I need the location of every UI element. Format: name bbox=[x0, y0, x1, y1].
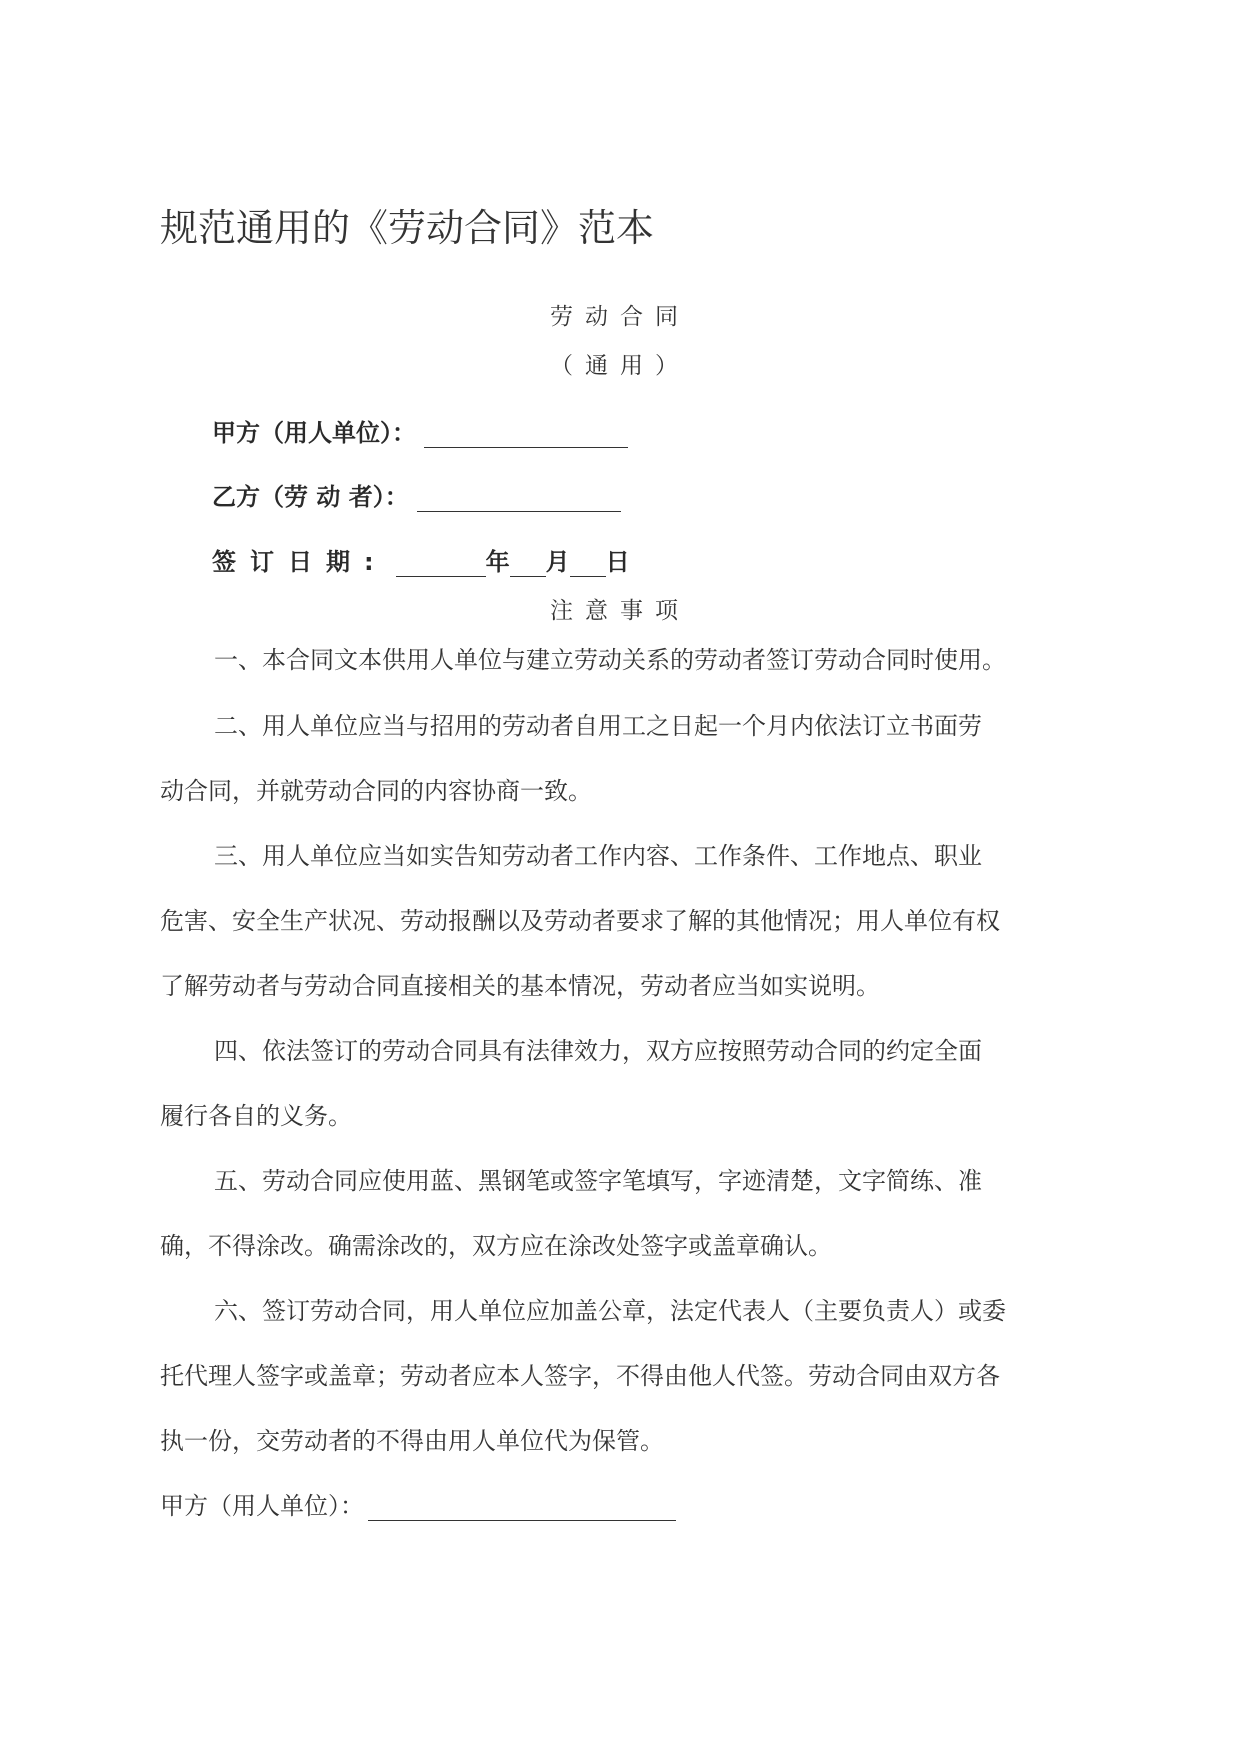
contract-subtitle: （通用） bbox=[550, 353, 690, 379]
party-a-blank[interactable] bbox=[424, 423, 628, 448]
notice-line: 一、本合同文本供用人单位与建立劳动关系的劳动者签订劳动合同时使用。 bbox=[214, 646, 1006, 674]
footer-party-a-field bbox=[160, 1486, 676, 1521]
footer-party-a-blank[interactable] bbox=[368, 1496, 676, 1521]
month-blank[interactable] bbox=[510, 552, 546, 577]
year-blank[interactable] bbox=[396, 552, 486, 577]
notice-line: 执一份，交劳动者的不得由用人单位代为保管。 bbox=[160, 1427, 664, 1455]
party-b-field bbox=[212, 477, 621, 512]
contract-title: 劳动合同 bbox=[550, 304, 690, 330]
party-b-blank[interactable] bbox=[417, 487, 621, 512]
sign-date-label: 签订日期: bbox=[212, 548, 388, 576]
notice-line: 六、签订劳动合同，用人单位应加盖公章，法定代表人（主要负责人）或委 bbox=[214, 1297, 1006, 1325]
party-a-label: 甲方（用人单位）： bbox=[212, 419, 416, 447]
document-heading: 规范通用的《劳动合同》范本 bbox=[160, 206, 655, 250]
month-label: 月 bbox=[545, 548, 570, 576]
notice-line: 危害、安全生产状况、劳动报酬以及劳动者要求了解的其他情况；用人单位有权 bbox=[160, 907, 1000, 935]
notice-line: 确，不得涂改。确需涂改的，双方应在涂改处签字或盖章确认。 bbox=[160, 1232, 832, 1260]
notice-line: 了解劳动者与劳动合同直接相关的基本情况，劳动者应当如实说明。 bbox=[160, 972, 880, 1000]
notice-line: 四、依法签订的劳动合同具有法律效力，双方应按照劳动合同的约定全面 bbox=[214, 1037, 982, 1065]
notice-line: 二、用人单位应当与招用的劳动者自用工之日起一个月内依法订立书面劳 bbox=[214, 712, 982, 740]
notice-line: 托代理人签字或盖章；劳动者应本人签字，不得由他人代签。劳动合同由双方各 bbox=[160, 1362, 1000, 1390]
notice-line: 五、劳动合同应使用蓝、黑钢笔或签字笔填写，字迹清楚，文字简练、准 bbox=[214, 1167, 982, 1195]
party-a-field bbox=[212, 413, 628, 448]
year-label: 年 bbox=[485, 548, 510, 576]
notice-line: 三、用人单位应当如实告知劳动者工作内容、工作条件、工作地点、职业 bbox=[214, 842, 982, 870]
notice-line: 动合同，并就劳动合同的内容协商一致。 bbox=[160, 777, 592, 805]
notice-line: 履行各自的义务。 bbox=[160, 1102, 352, 1130]
notice-heading: 注意事项 bbox=[550, 598, 690, 624]
footer-party-a-label: 甲方（用人单位）： bbox=[160, 1492, 364, 1520]
party-b-label: 乙方（劳 动 者）： bbox=[212, 483, 409, 511]
day-blank[interactable] bbox=[570, 552, 606, 577]
sign-date-field bbox=[212, 542, 630, 577]
day-label: 日 bbox=[605, 548, 630, 576]
